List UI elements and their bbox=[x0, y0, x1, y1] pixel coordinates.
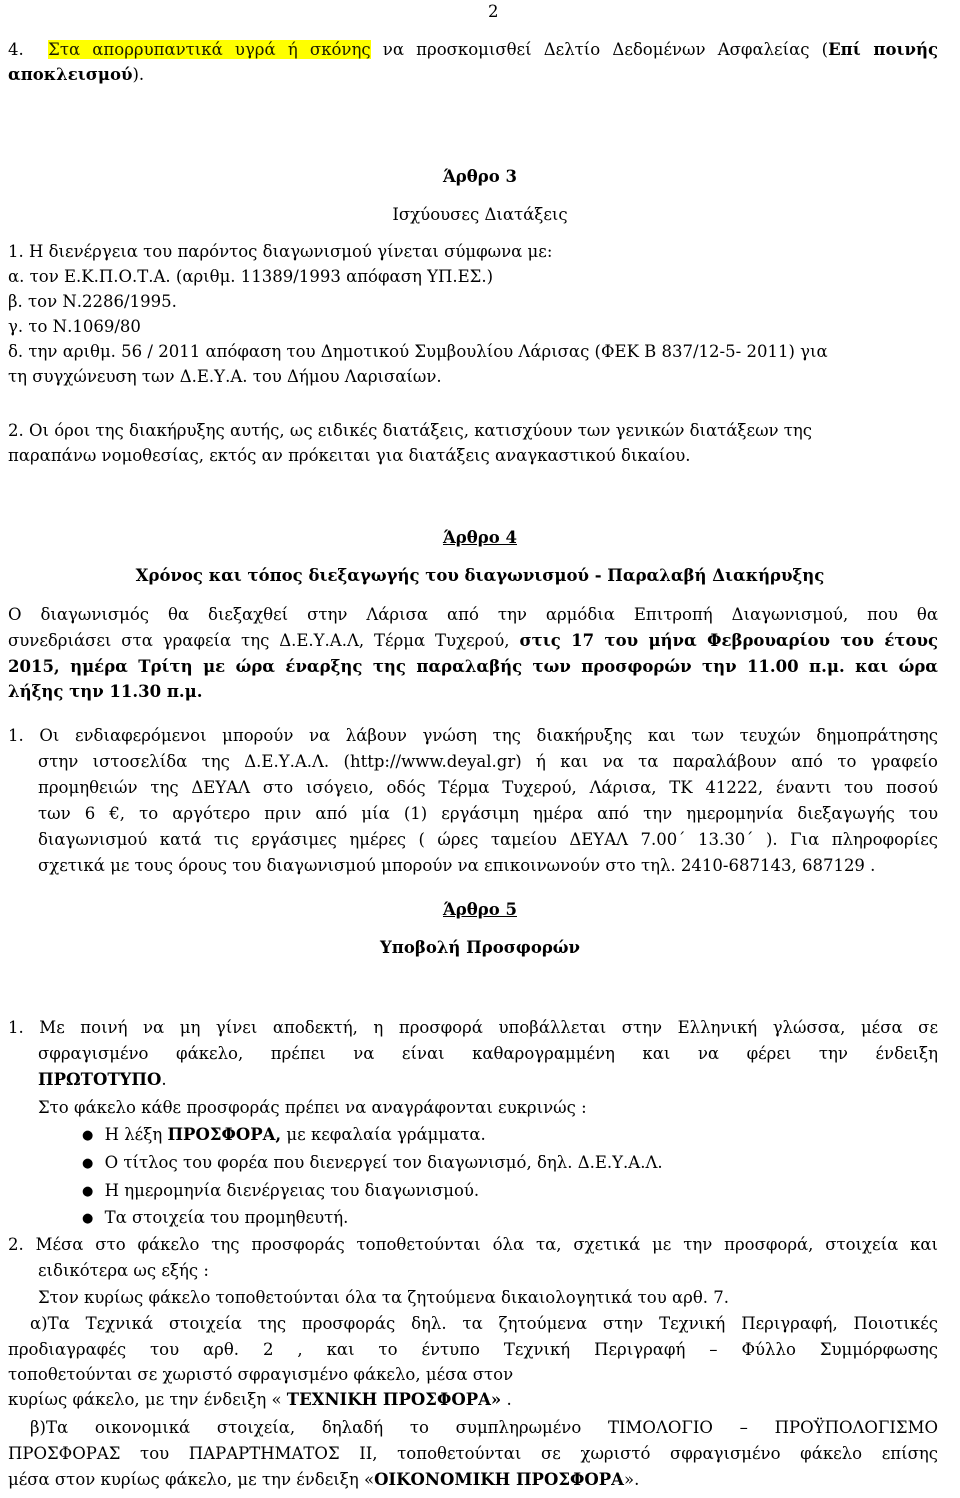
article-5-para-1-line-1: 1. Με ποινή να μη γίνει αποδεκτή, η προσφορά υποβάλλεται στην Ελληνική γλώσσα, μέσα σε bbox=[8, 1018, 938, 1037]
article-5-subheading: Υποβολή Προσφορών bbox=[380, 938, 580, 957]
article-3-item-b: β. τον Ν.2286/1995. bbox=[8, 292, 177, 311]
article-4-line-2: συνεδριάσει στα γραφεία της Δ.Ε.Υ.Α.Λ, Τέρμα Τυχερού, στις 17 του μήνα Φεβρουαρίου του έτους bbox=[8, 631, 938, 650]
article-5-a-line-3: τοποθετούνται σε χωριστό σφραγισμένο φάκελο, μέσα στον bbox=[8, 1365, 514, 1384]
article-3-item-d-1: δ. την αριθμ. 56 / 2011 απόφαση του Δημοτικού Συμβουλίου Λάρισας (ΦΕΚ Β 837/12-5- 2011) για bbox=[8, 342, 828, 361]
article-4-para-1-line-5: διαγωνισμού κατά τις εργάσιμες ημέρες ( ώρες ταμείου ΔΕΥΑΛ 7.00΄ 13.30΄ ). Για πληροφορίες bbox=[38, 830, 938, 849]
article-4-para-1-line-3: προμηθειών της ΔΕΥΑΛ στο ισόγειο, οδός Τέρμα Τυχερού, Λάρισα, ΤΚ 41222, έναντι του ποσού bbox=[38, 778, 938, 797]
bullet-item: ● Η ημερομηνία διενέργειας του διαγωνισμού. bbox=[82, 1180, 938, 1204]
item-4-number: 4. bbox=[8, 40, 24, 59]
page-number: 2 bbox=[488, 2, 499, 21]
article-5-intro: Στο φάκελο κάθε προσφοράς πρέπει να αναγράφονται ευκρινώς : bbox=[38, 1098, 587, 1117]
item-4-penalty: Επί ποινής bbox=[828, 40, 938, 59]
article-5-b-line-3: μέσα στον κυρίως φάκελο, με την ένδειξη «ΟΙΚΟΝΟΜΙΚΗ ΠΡΟΣΦΟΡΑ». bbox=[8, 1470, 640, 1489]
original-label: ΠΡΩΤΟΤΥΠΟ bbox=[38, 1070, 162, 1089]
article-5-a-line-2: προδιαγραφές του αρθ. 2 , και το έντυπο Τεχνική Περιγραφή – Φύλλο Συμμόρφωσης bbox=[8, 1340, 938, 1359]
article-3-heading: Άρθρο 3 bbox=[443, 167, 517, 186]
article-5-para-2-line-3: Στον κυρίως φάκελο τοποθετούνται όλα τα ζητούμενα δικαιολογητικά του αρθ. 7. bbox=[38, 1288, 730, 1307]
article-5-para-2-line-2: ειδικότερα ως εξής : bbox=[38, 1261, 209, 1280]
article-4-para-1-line-1: 1. Οι ενδιαφερόμενοι μπορούν να λάβουν γνώση της διακήρυξης και των τευχών δημοπράτησης bbox=[8, 726, 938, 745]
article-4-subheading: Χρόνος και τόπος διεξαγωγής του διαγωνισμού - Παραλαβή Διακήρυξης bbox=[135, 566, 825, 585]
article-5-b-line-1: β)Τα οικονομικά στοιχεία, δηλαδή το συμπληρωμένο ΤΙΜΟΛΟΓΙΟ – ΠΡΟΫΠΟΛΟΓΙΣΜΟ bbox=[30, 1418, 938, 1437]
article-3-para-2-line-1: 2. Οι όροι της διακήρυξης αυτής, ως ειδικές διατάξεις, κατισχύουν των γενικών διατάξεων της bbox=[8, 421, 813, 440]
bullet-item: ● Η λέξη ΠΡΟΣΦΟΡΑ, με κεφαλαία γράμματα. bbox=[82, 1124, 938, 1148]
article-4-para-1-line-2: στην ιστοσελίδα της Δ.Ε.Υ.Α.Λ. (http://www.deyal.gr) ή και να τα παραλάβουν από το γραφείο bbox=[38, 752, 938, 771]
article-3-para-1: 1. Η διενέργεια του παρόντος διαγωνισμού γίνεται σύμφωνα με: bbox=[8, 242, 553, 261]
article-4-para-1-line-4: των 6 €, το αργότερο πριν από μία (1) εργάσιμη ημέρα από την ημερομηνία διεξαγωγής του bbox=[38, 804, 938, 823]
article-5-a-line-4: κυρίως φάκελο, με την ένδειξη « ΤΕΧΝΙΚΗ ΠΡΟΣΦΟΡΑ» . bbox=[8, 1390, 512, 1409]
article-5-b-line-2: ΠΡΟΣΦΟΡΑΣ του ΠΑΡΑΡΤΗΜΑΤΟΣ ΙΙ, τοποθετούνται σε χωριστό σφραγισμένο φάκελο επίσης bbox=[8, 1444, 938, 1463]
article-3-item-d-2: τη συγχώνευση των Δ.Ε.Υ.Α. του Δήμου Λαρισαίων. bbox=[8, 367, 442, 386]
item-4-line-1: 4. Στα απορρυπαντικά υγρά ή σκόνης να προσκομισθεί Δελτίο Δεδομένων Ασφαλείας (Επί ποινής bbox=[8, 40, 938, 59]
article-5-para-2-line-1: 2. Μέσα στο φάκελο της προσφοράς τοποθετούνται όλα τα, σχετικά με την προσφορά, στοιχεία και bbox=[8, 1235, 938, 1254]
bullet-item: ● Ο τίτλος του φορέα που διενεργεί τον διαγωνισμό, δηλ. Δ.Ε.Υ.Α.Λ. bbox=[82, 1152, 938, 1176]
article-4-heading: Άρθρο 4 bbox=[443, 528, 517, 547]
article-4-para-1-line-6: σχετικά με τους όρους του διαγωνισμού μπορούν να επικοινωνούν στο τηλ. 2410-687143, 687129 . bbox=[38, 856, 876, 875]
article-5-para-1-line-3: ΠΡΩΤΟΤΥΠΟ. bbox=[38, 1070, 167, 1089]
article-4-line-3: 2015, ημέρα Τρίτη με ώρα έναρξης της παραλαβής των προσφορών την 11.00 π.μ. και ώρα bbox=[8, 657, 938, 676]
article-3-subheading: Ισχύουσες Διατάξεις bbox=[392, 205, 568, 224]
article-5-a-line-1: α)Τα Τεχνικά στοιχεία της προσφοράς δηλ. τα ζητούμενα στην Τεχνική Περιγραφή, Ποιοτικές bbox=[30, 1314, 938, 1333]
article-5-para-1-line-2: σφραγισμένο φάκελο, πρέπει να είναι καθαρογραμμένη και να φέρει την ένδειξη bbox=[38, 1044, 938, 1063]
bullet-item: ● Τα στοιχεία του προμηθευτή. bbox=[82, 1207, 938, 1231]
article-3-para-2-line-2: παραπάνω νομοθεσίας, εκτός αν πρόκειται για διατάξεις αναγκαστικού δικαίου. bbox=[8, 446, 691, 465]
article-4-line-1: Ο διαγωνισμός θα διεξαχθεί στην Λάρισα από την αρμόδια Επιτροπή Διαγωνισμού, που θα bbox=[8, 605, 938, 624]
article-3-item-a: α. τον Ε.Κ.Π.Ο.Τ.Α. (αριθμ. 11389/1993 απόφαση ΥΠ.ΕΣ.) bbox=[8, 267, 494, 286]
item-4-line-2: αποκλεισμού). bbox=[8, 65, 145, 84]
article-3-item-c: γ. το Ν.1069/80 bbox=[8, 317, 141, 336]
article-4-line-4: λήξης την 11.30 π.μ. bbox=[8, 682, 203, 701]
item-4-highlight: Στα απορρυπαντικά υγρά ή σκόνης bbox=[48, 40, 371, 59]
article-5-heading: Άρθρο 5 bbox=[443, 900, 517, 919]
